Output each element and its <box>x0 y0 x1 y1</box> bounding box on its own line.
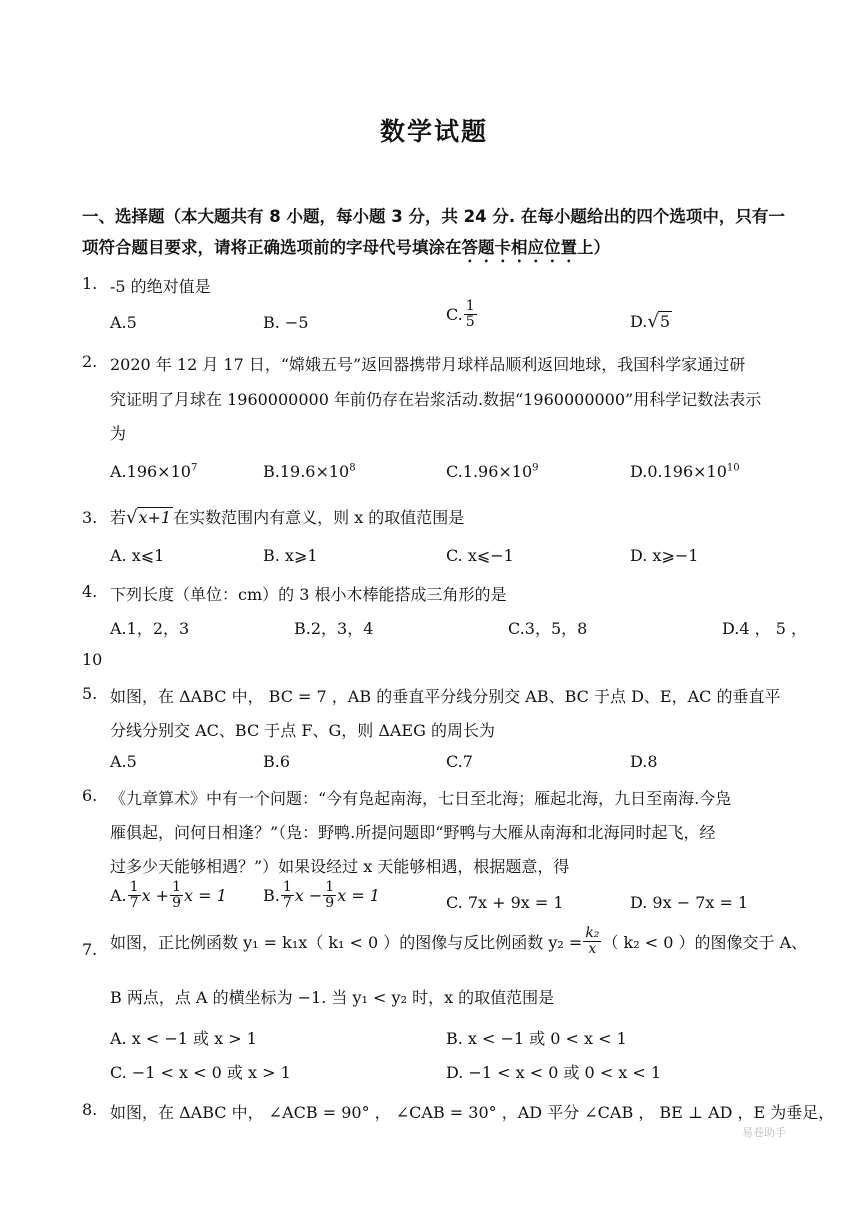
q6-option-c: C. 7x + 9x = 1 <box>446 893 564 912</box>
page-title: 数学试题 <box>379 117 488 146</box>
q3-option-a: A. x⩽1 <box>110 546 165 565</box>
q2-number: 2. <box>82 352 98 371</box>
q6-number: 6. <box>82 786 98 805</box>
q7-option-a: A. x < −1 或 x > 1 <box>110 1029 257 1048</box>
q5-line1: 如图，在 ΔABC 中， BC = 7 ，AB 的垂直平分线分别交 AB、BC 于点 D、E，AC 的垂直平 <box>110 687 781 706</box>
q5-option-a: A.5 <box>110 752 137 771</box>
q5-option-d: D.8 <box>630 752 658 771</box>
q1-option-c: C. $\frac{1}{5}$ <box>446 298 475 330</box>
q2-line1: 2020 年 12 月 17 日，“嫦娥五号”返回器携带月球样品顺利返回地球，我国科学家通过研 <box>110 355 746 374</box>
q6-option-b: B. $\frac{1}{7}$ x − $\frac{1}{9}$ x = 1 <box>263 879 380 911</box>
section-heading-line2: 项符合题目要求，请将正确选项前的字母代号填涂在答题卡相应位置上） <box>82 238 610 257</box>
q7-number: 7. <box>82 940 98 959</box>
q2-option-d: $D.0.196\times 10^{10}$ <box>630 462 740 481</box>
q6-option-a: A. $\frac{1}{7}$ x + $\frac{1}{9}$ x = 1 <box>110 879 227 911</box>
emphasis-text: 答题卡相应位置 <box>461 238 577 257</box>
q1-number: 1. <box>82 274 98 293</box>
q1-text: -5 的绝对值是 <box>110 277 211 296</box>
watermark: 易卷助手 <box>742 1126 786 1139</box>
q1-option-b: B. −5 <box>263 313 309 332</box>
q3-option-c: C. x⩽−1 <box>446 546 514 565</box>
q4-option-b: B.2，3，4 <box>294 619 374 638</box>
q5-option-c: C.7 <box>446 752 473 771</box>
q3-option-b: B. x⩾1 <box>263 546 318 565</box>
q4-option-d-cont: 10 <box>82 650 103 669</box>
q7-line1: 如图，正比例函数 y₁ = k₁x（ k₁ < 0 ）的图像与反比例函数 y₂ = $\frac{\text{k₂}}{x}$ （ k₂ < 0 ）的图像交于 A、 <box>110 925 808 957</box>
q3-option-d: D. x⩾−1 <box>630 546 699 565</box>
q8-number: 8. <box>82 1100 98 1119</box>
q7-option-c: C. −1 < x < 0 或 x > 1 <box>110 1063 291 1082</box>
q2-line2: 究证明了月球在 1960000000 年前仍存在岩浆活动.数据“1960000000”用科学记数法表示 <box>110 390 762 409</box>
q2-option-c: $C.1.96\times 10^9$ <box>446 462 539 481</box>
q6-line1: 《九章算术》中有一个问题：“今有凫起南海，七日至北海；雁起北海，九日至南海.今凫 <box>110 789 732 808</box>
q2-option-b: $B.19.6\times 10^8$ <box>263 462 356 481</box>
q5-number: 5. <box>82 684 98 703</box>
q3-text: 若√x+1 在实数范围内有意义，则 x 的取值范围是 <box>110 507 465 528</box>
section-heading-line1: 一、选择题（本大题共有 8 小题，每小题 3 分，共 24 分. 在每小题给出的四个选项中，只有一 <box>82 207 785 226</box>
fraction: $\frac{1}{5}$ <box>465 298 475 330</box>
q2-option-a: $A.196\times 10^7$ <box>110 462 198 481</box>
q2-line3: 为 <box>110 424 127 443</box>
q6-option-d: D. 9x − 7x = 1 <box>630 893 749 912</box>
q8-line1: 如图，在 ΔABC 中， ∠ACB = 90° ， ∠CAB = 30° ，AD 平分 ∠CAB ， BE ⊥ AD ，E 为垂足， <box>110 1103 835 1122</box>
q3-number: 3. <box>82 508 98 527</box>
q6-line3: 过多少天能够相遇？”）如果设经过 x 天能够相遇，根据题意，得 <box>110 857 570 876</box>
q1-option-d: D.√5 <box>630 311 671 332</box>
q7-option-b: B. x < −1 或 0 < x < 1 <box>446 1029 627 1048</box>
q7-option-d: D. −1 < x < 0 或 0 < x < 1 <box>446 1063 662 1082</box>
q6-line2: 雁俱起，问何日相逢？”（凫：野鸭.所提问题即“野鸭与大雁从南海和北海同时起飞，经 <box>110 823 716 842</box>
q4-text: 下列长度（单位：cm）的 3 根小木棒能搭成三角形的是 <box>110 585 507 604</box>
q4-option-a: A.1，2，3 <box>110 619 190 638</box>
q4-option-d: D.4 ， 5 ， <box>722 619 807 638</box>
q7-line2: B 两点，点 A 的横坐标为 −1. 当 y₁ < y₂ 时，x 的取值范围是 <box>110 988 555 1007</box>
q5-line2: 分线分别交 AC、BC 于点 F、G，则 ΔAEG 的周长为 <box>110 721 495 740</box>
q1-option-a: A.5 <box>110 313 137 332</box>
q4-number: 4. <box>82 582 98 601</box>
q4-option-c: C.3，5，8 <box>508 619 588 638</box>
q5-option-b: B.6 <box>263 752 291 771</box>
